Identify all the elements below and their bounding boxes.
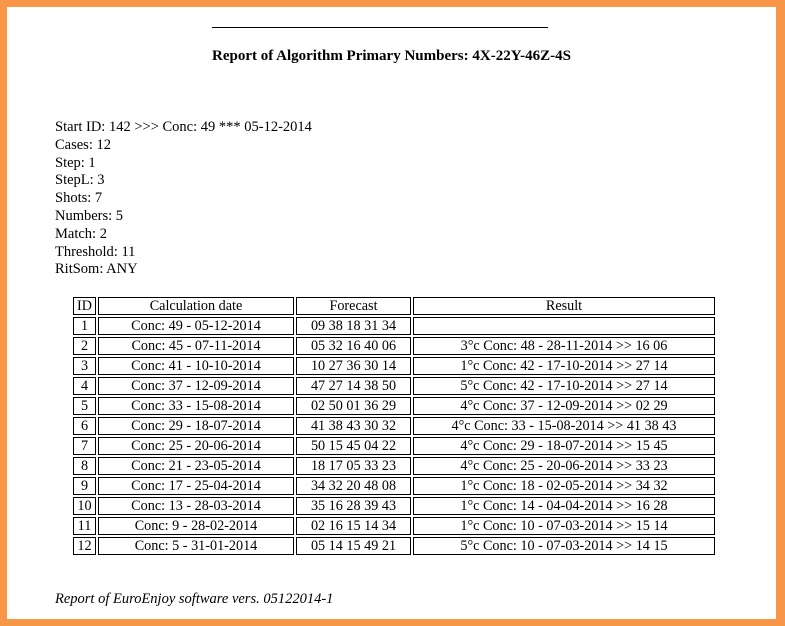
results-table [71,295,717,557]
cell-result: 4°c Conc: 33 - 15-08-2014 >> 41 38 43 [413,417,715,435]
table-row [73,497,715,515]
param-stepl: StepL: 3 [55,172,105,189]
cell-calculation-date: Conc: 45 - 07-11-2014 [98,337,294,355]
cell-forecast: 02 50 01 36 29 [296,397,411,415]
cell-calculation-date: Conc: 17 - 25-04-2014 [98,477,294,495]
cell-id: 5 [73,397,96,415]
table-row [73,457,715,475]
table-row [73,477,715,495]
table-header-row [73,297,715,315]
table-row [73,317,715,335]
cell-calculation-date: Conc: 41 - 10-10-2014 [98,357,294,375]
cell-id: 9 [73,477,96,495]
cell-result: 5°c Conc: 10 - 07-03-2014 >> 14 15 [413,537,715,555]
cell-id: 1 [73,317,96,335]
header-id: ID [73,297,96,315]
cell-calculation-date: Conc: 33 - 15-08-2014 [98,397,294,415]
cell-id: 3 [73,357,96,375]
cell-forecast: 10 27 36 30 14 [296,357,411,375]
cell-calculation-date: Conc: 5 - 31-01-2014 [98,537,294,555]
cell-id: 6 [73,417,96,435]
header-result: Result [413,297,715,315]
cell-calculation-date: Conc: 37 - 12-09-2014 [98,377,294,395]
cell-calculation-date: Conc: 9 - 28-02-2014 [98,517,294,535]
cell-result: 3°c Conc: 48 - 28-11-2014 >> 16 06 [413,337,715,355]
cell-id: 11 [73,517,96,535]
cell-result: 1°c Conc: 14 - 04-04-2014 >> 16 28 [413,497,715,515]
table-row [73,397,715,415]
header-forecast: Forecast [296,297,411,315]
cell-calculation-date: Conc: 29 - 18-07-2014 [98,417,294,435]
table-row [73,517,715,535]
cell-forecast: 47 27 14 38 50 [296,377,411,395]
cell-forecast: 02 16 15 14 34 [296,517,411,535]
param-ritsom: RitSom: ANY [55,261,138,278]
cell-forecast: 50 15 45 04 22 [296,437,411,455]
param-numbers: Numbers: 5 [55,207,124,224]
cell-forecast: 05 32 16 40 06 [296,337,411,355]
cell-forecast: 34 32 20 48 08 [296,477,411,495]
cell-id: 10 [73,497,96,515]
report-footer: Report of EuroEnjoy software vers. 05122014-1 [55,591,334,607]
header-calculation-date: Calculation date [98,297,294,315]
table-row [73,437,715,455]
cell-forecast: 35 16 28 39 43 [296,497,411,515]
cell-result [413,317,715,335]
cell-calculation-date: Conc: 25 - 20-06-2014 [98,437,294,455]
cell-id: 2 [73,337,96,355]
table-row [73,377,715,395]
table-row [73,417,715,435]
param-step: Step: 1 [55,154,96,171]
param-cases: Cases: 12 [55,136,111,153]
cell-id: 4 [73,377,96,395]
cell-calculation-date: Conc: 21 - 23-05-2014 [98,457,294,475]
param-threshold: Threshold: 11 [55,243,136,260]
cell-result: 4°c Conc: 37 - 12-09-2014 >> 02 29 [413,397,715,415]
param-match: Match: 2 [55,225,107,242]
cell-id: 8 [73,457,96,475]
cell-forecast: 05 14 15 49 21 [296,537,411,555]
table-row [73,357,715,375]
cell-id: 7 [73,437,96,455]
param-start-id: Start ID: 142 >>> Conc: 49 *** 05-12-2014 [55,119,312,135]
cell-result: 4°c Conc: 29 - 18-07-2014 >> 15 45 [413,437,715,455]
cell-forecast: 09 38 18 31 34 [296,317,411,335]
cell-result: 4°c Conc: 25 - 20-06-2014 >> 33 23 [413,457,715,475]
cell-result: 1°c Conc: 18 - 02-05-2014 >> 34 32 [413,477,715,495]
table-row [73,537,715,555]
table-row [73,337,715,355]
cell-forecast: 18 17 05 33 23 [296,457,411,475]
cell-forecast: 41 38 43 30 32 [296,417,411,435]
cell-result: 1°c Conc: 42 - 17-10-2014 >> 27 14 [413,357,715,375]
report-title: Report of Algorithm Primary Numbers: 4X-22Y-46Z-4S [212,48,571,64]
cell-result: 1°c Conc: 10 - 07-03-2014 >> 15 14 [413,517,715,535]
cell-calculation-date: Conc: 13 - 28-03-2014 [98,497,294,515]
top-rule [212,27,548,28]
parameter-list [55,119,312,279]
cell-id: 12 [73,537,96,555]
cell-calculation-date: Conc: 49 - 05-12-2014 [98,317,294,335]
cell-result: 5°c Conc: 42 - 17-10-2014 >> 27 14 [413,377,715,395]
param-shots: Shots: 7 [55,190,103,207]
report-page [7,7,776,619]
